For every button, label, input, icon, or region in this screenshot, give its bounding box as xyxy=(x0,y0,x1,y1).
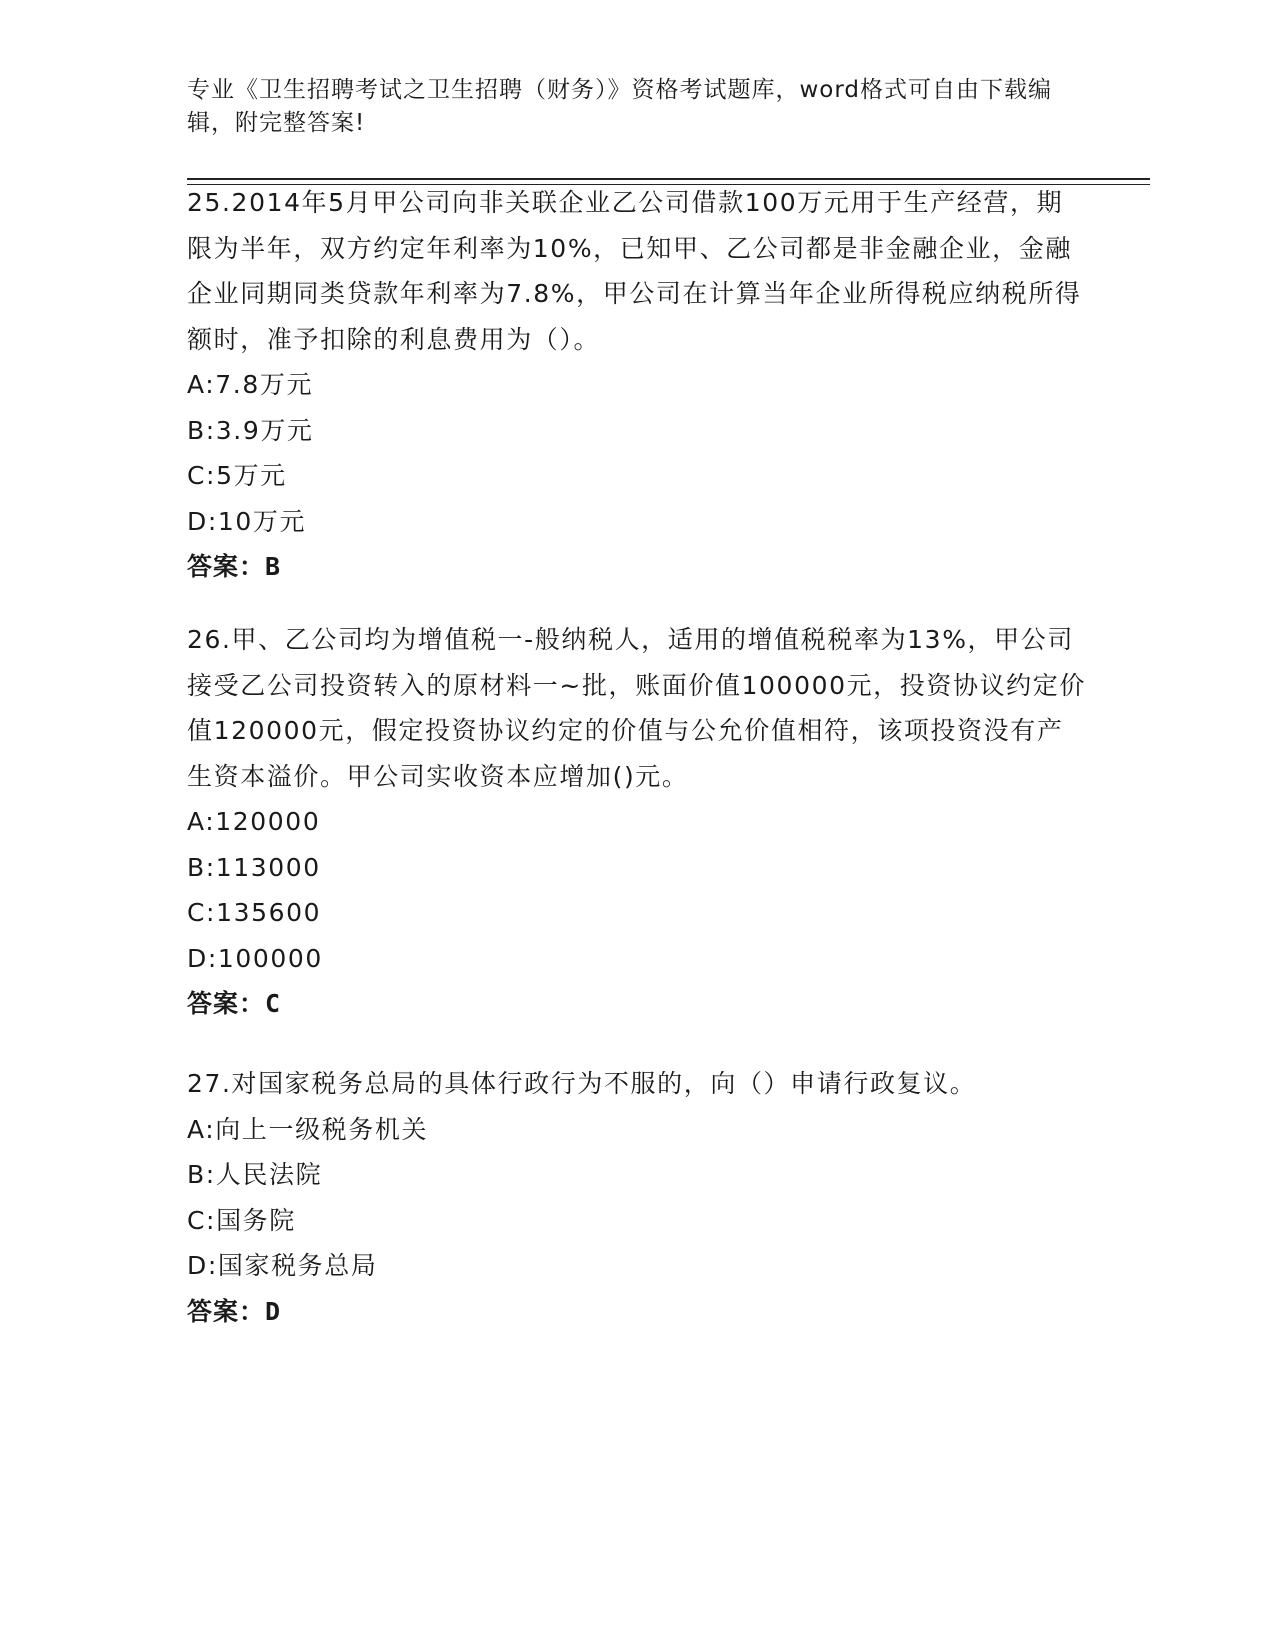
answer-label: 答案： xyxy=(187,989,266,1018)
question-stem: 26.甲、乙公司均为增值税一-般纳税人，适用的增值税税率为13%，甲公司接受乙公司投资转入的原材料一~批，账面价值100000元，投资协议约定价值120000元，假定投资协议约定的价值与公允价值相符，该项投资没有产生资本溢价。甲公司实收资本应增加()元。 xyxy=(187,625,1086,791)
answer-value: D xyxy=(265,1296,282,1326)
answer-value: B xyxy=(265,552,282,581)
option-a: A:7.8万元 xyxy=(187,370,314,399)
option-c: C:国务院 xyxy=(187,1205,296,1235)
option-c: C:5万元 xyxy=(187,461,287,490)
option-d: D:100000 xyxy=(187,943,323,973)
option-d: D:10万元 xyxy=(187,506,307,536)
option-b: B:3.9万元 xyxy=(187,415,314,445)
question-27 xyxy=(187,1061,1087,1334)
option-b: B:113000 xyxy=(187,852,321,882)
answer-line xyxy=(187,1289,1087,1335)
option-a: A:向上一级税务机关 xyxy=(187,1114,429,1144)
option-a: A:120000 xyxy=(187,807,321,836)
answer-line xyxy=(187,544,1087,590)
question-26 xyxy=(187,617,1087,1027)
answer-line xyxy=(187,981,1087,1027)
document-header: 专业《卫生招聘考试之卫生招聘（财务）》资格考试题库，word格式可自由下载编辑，附完整答案! xyxy=(187,77,1053,136)
answer-label: 答案： xyxy=(187,552,266,581)
question-stem: 27.对国家税务总局的具体行政行为不服的，向（）申请行政复议。 xyxy=(187,1069,977,1098)
option-b: B:人民法院 xyxy=(187,1160,323,1189)
question-25 xyxy=(187,180,1087,590)
answer-label: 答案： xyxy=(187,1296,266,1326)
option-d: D:国家税务总局 xyxy=(187,1251,378,1280)
answer-value: C xyxy=(265,989,282,1018)
option-c: C:135600 xyxy=(187,898,322,927)
question-stem: 25.2014年5月甲公司向非关联企业乙公司借款100万元用于生产经营，期限为半年，双方约定年利率为10%，已知甲、乙公司都是非金融企业，金融企业同期同类贷款年利率为7.8%，甲公司在计算当年企业所得税应纳税所得额时，准予扣除的利息费用为（）。 xyxy=(187,188,1082,354)
